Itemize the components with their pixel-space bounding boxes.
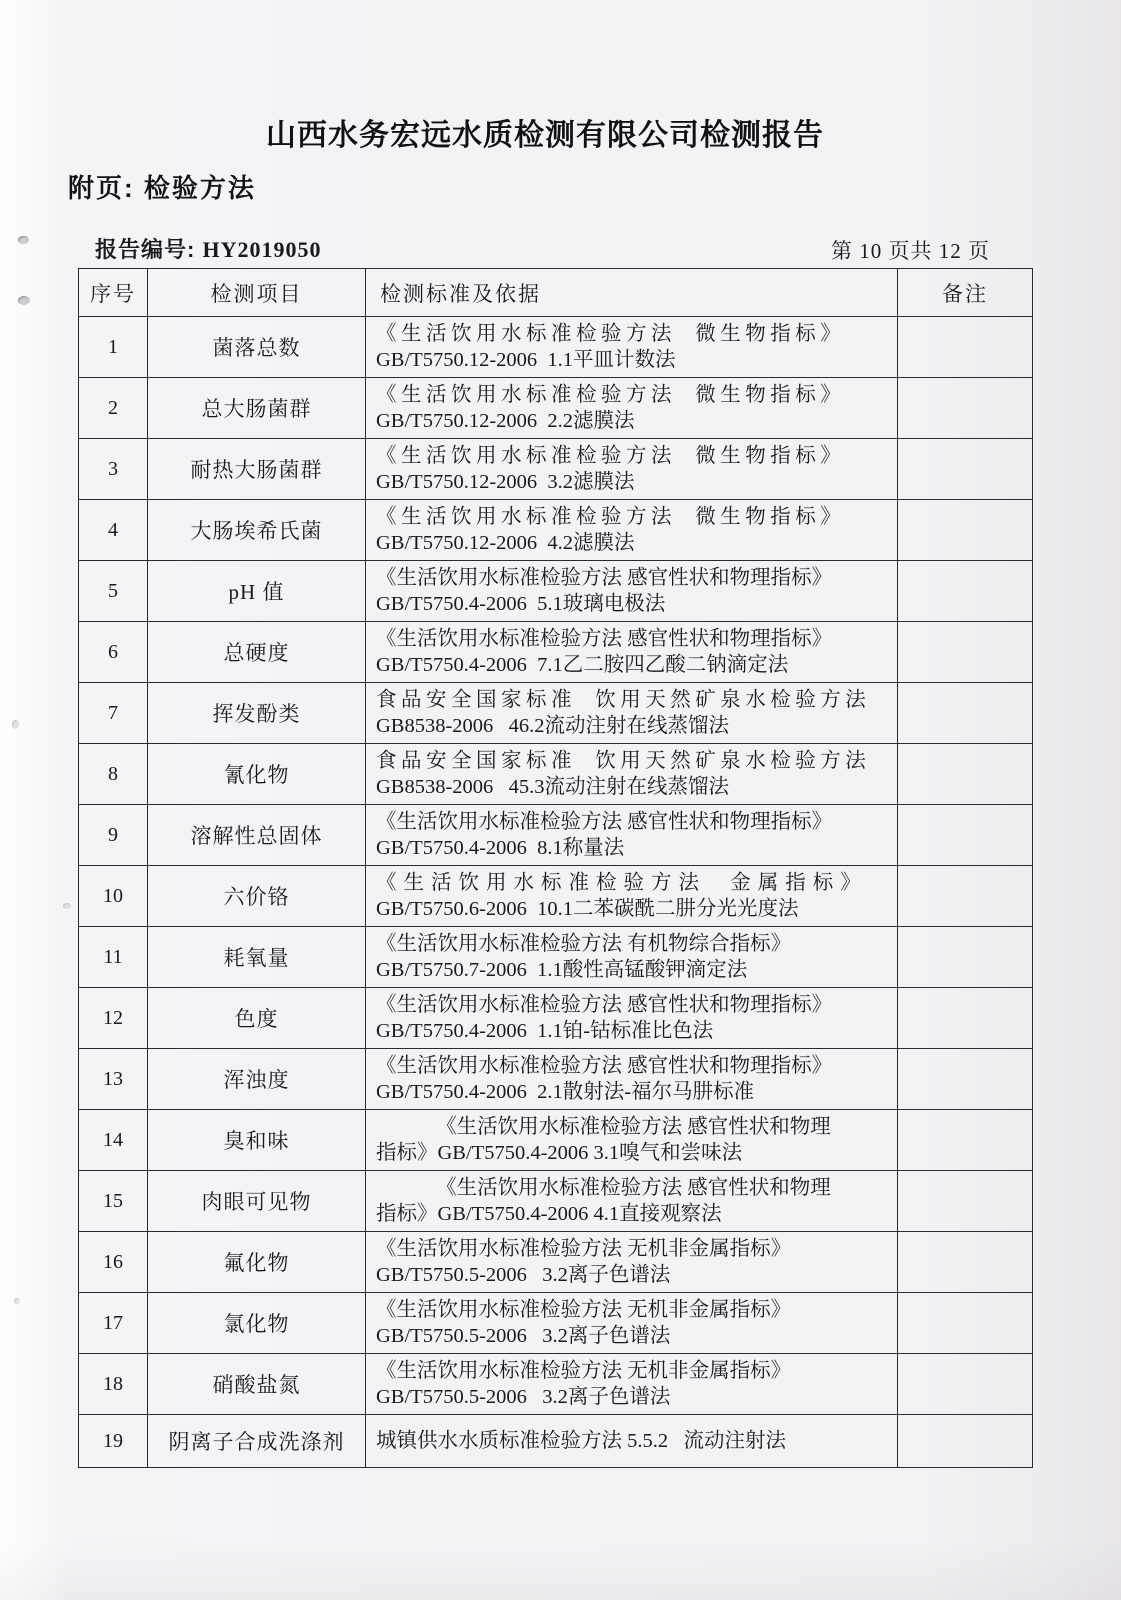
remark-cell xyxy=(898,1049,1033,1110)
standard-line1: 食品安全国家标准 饮用天然矿泉水检验方法 xyxy=(376,689,871,711)
row-number: 3 xyxy=(79,439,148,500)
standard-line2: 指标》GB/T5750.4-2006 3.1嗅气和尝味法 xyxy=(376,1142,743,1164)
remark-cell xyxy=(898,500,1033,561)
standard-method-cell xyxy=(366,988,898,1049)
scan-edge-highlight xyxy=(0,0,62,1600)
standard-line2: GB/T5750.4-2006 1.1铂-钴标准比色法 xyxy=(376,1020,714,1042)
remark-cell xyxy=(898,378,1033,439)
remark-cell xyxy=(898,1110,1033,1171)
standard-line1: 《生活饮用水标准检验方法 无机非金属指标》 xyxy=(376,1360,792,1382)
table-row xyxy=(79,561,1033,622)
table-row xyxy=(79,1415,1033,1468)
test-item: pH 值 xyxy=(148,561,366,622)
standard-line1: 《生活饮用水标准检验方法 无机非金属指标》 xyxy=(376,1299,792,1321)
remark-cell xyxy=(898,1415,1033,1468)
standard-line2: GB/T5750.4-2006 8.1称量法 xyxy=(376,837,625,859)
remark-cell xyxy=(898,866,1033,927)
standard-line2: GB/T5750.12-2006 2.2滤膜法 xyxy=(376,410,635,432)
standard-line1: 《生活饮用水标准检验方法 感官性状和物理指标》 xyxy=(376,811,833,833)
scan-artifact xyxy=(12,720,19,729)
remark-cell xyxy=(898,988,1033,1049)
scan-edge-shadow xyxy=(0,1540,1121,1600)
standard-line1: 《生活饮用水标准检验方法 微生物指标》 xyxy=(376,506,846,528)
test-item: 臭和味 xyxy=(148,1110,366,1171)
row-number: 8 xyxy=(79,744,148,805)
row-number: 1 xyxy=(79,317,148,378)
test-item: 硝酸盐氮 xyxy=(148,1354,366,1415)
table-row xyxy=(79,500,1033,561)
standard-line2: GB/T5750.7-2006 1.1酸性高锰酸钾滴定法 xyxy=(376,959,748,981)
page-indicator: 第 10 页共 12 页 xyxy=(831,239,990,263)
row-number: 18 xyxy=(79,1354,148,1415)
standard-method-cell xyxy=(366,561,898,622)
standard-method-cell xyxy=(366,317,898,378)
row-number: 13 xyxy=(79,1049,148,1110)
column-header-standard: 检测标准及依据 xyxy=(366,269,898,317)
test-item: 菌落总数 xyxy=(148,317,366,378)
standard-line1: 《生活饮用水标准检验方法 感官性状和物理 xyxy=(436,1116,831,1138)
test-item: 氰化物 xyxy=(148,744,366,805)
remark-cell xyxy=(898,1171,1033,1232)
standard-method-cell xyxy=(366,1415,898,1468)
remark-cell xyxy=(898,927,1033,988)
test-item: 总大肠菌群 xyxy=(148,378,366,439)
table-body xyxy=(79,317,1033,1468)
remark-cell xyxy=(898,622,1033,683)
standard-line2: GB/T5750.4-2006 7.1乙二胺四乙酸二钠滴定法 xyxy=(376,654,789,676)
column-header-remark: 备注 xyxy=(898,269,1033,317)
standard-method-cell xyxy=(366,1110,898,1171)
test-item: 总硬度 xyxy=(148,622,366,683)
standard-method-cell xyxy=(366,378,898,439)
standard-line2: GB/T5750.4-2006 2.1散射法-福尔马肼标准 xyxy=(376,1081,755,1103)
standard-line2: GB/T5750.6-2006 10.1二苯碳酰二肼分光光度法 xyxy=(376,898,799,920)
row-number: 2 xyxy=(79,378,148,439)
table-row xyxy=(79,1110,1033,1171)
standard-line2: GB/T5750.5-2006 3.2离子色谱法 xyxy=(376,1325,671,1347)
remark-cell xyxy=(898,1232,1033,1293)
table-row xyxy=(79,378,1033,439)
table-row xyxy=(79,866,1033,927)
remark-cell xyxy=(898,683,1033,744)
standard-line2: GB/T5750.4-2006 5.1玻璃电极法 xyxy=(376,593,666,615)
standard-line1: 《生活饮用水标准检验方法 微生物指标》 xyxy=(376,445,846,467)
standard-method-cell xyxy=(366,622,898,683)
table-row xyxy=(79,805,1033,866)
table-row xyxy=(79,683,1033,744)
row-number: 5 xyxy=(79,561,148,622)
remark-cell xyxy=(898,1293,1033,1354)
remark-cell xyxy=(898,744,1033,805)
scan-artifact xyxy=(18,236,29,244)
remark-cell xyxy=(898,439,1033,500)
table-row xyxy=(79,317,1033,378)
remark-cell xyxy=(898,805,1033,866)
column-header-no: 序号 xyxy=(79,269,148,317)
table-row xyxy=(79,1049,1033,1110)
test-item: 浑浊度 xyxy=(148,1049,366,1110)
test-item: 溶解性总固体 xyxy=(148,805,366,866)
standard-line1: 《生活饮用水标准检验方法 感官性状和物理指标》 xyxy=(376,1055,833,1077)
row-number: 19 xyxy=(79,1415,148,1468)
standard-line2: GB/T5750.12-2006 4.2滤膜法 xyxy=(376,532,635,554)
test-item: 阴离子合成洗涤剂 xyxy=(148,1415,366,1468)
remark-cell xyxy=(898,561,1033,622)
standard-line1: 《生活饮用水标准检验方法 无机非金属指标》 xyxy=(376,1238,792,1260)
test-item: 氯化物 xyxy=(148,1293,366,1354)
test-methods-table xyxy=(78,268,1033,1468)
table-row xyxy=(79,927,1033,988)
table-row xyxy=(79,744,1033,805)
report-number-line xyxy=(95,233,321,264)
table-row xyxy=(79,439,1033,500)
table-row xyxy=(79,1354,1033,1415)
standard-line1: 《生活饮用水标准检验方法 感官性状和物理指标》 xyxy=(376,567,833,589)
remark-cell xyxy=(898,317,1033,378)
report-number-label: 报告编号: xyxy=(95,237,203,262)
test-item: 氟化物 xyxy=(148,1232,366,1293)
column-header-item: 检测项目 xyxy=(148,269,366,317)
standard-method-cell xyxy=(366,1354,898,1415)
standard-method-cell xyxy=(366,1232,898,1293)
test-item: 大肠埃希氏菌 xyxy=(148,500,366,561)
standard-method-cell xyxy=(366,927,898,988)
table-header-row xyxy=(79,269,1033,317)
row-number: 7 xyxy=(79,683,148,744)
test-item: 耗氧量 xyxy=(148,927,366,988)
standard-line1: 食品安全国家标准 饮用天然矿泉水检验方法 xyxy=(376,750,871,772)
standard-line1: 《生活饮用水标准检验方法 感官性状和物理指标》 xyxy=(376,628,833,650)
standard-line2: 指标》GB/T5750.4-2006 4.1直接观察法 xyxy=(376,1203,722,1225)
row-number: 10 xyxy=(79,866,148,927)
table-row xyxy=(79,622,1033,683)
standard-line1: 《生活饮用水标准检验方法 感官性状和物理指标》 xyxy=(376,994,833,1016)
standard-method-cell xyxy=(366,1293,898,1354)
standard-method-cell xyxy=(366,683,898,744)
standard-line2: GB/T5750.5-2006 3.2离子色谱法 xyxy=(376,1264,671,1286)
standard-line1: 城镇供水水质标准检验方法 5.5.2 流动注射法 xyxy=(376,1430,786,1452)
row-number: 6 xyxy=(79,622,148,683)
table-row xyxy=(79,1171,1033,1232)
standard-method-cell xyxy=(366,1049,898,1110)
test-item: 色度 xyxy=(148,988,366,1049)
row-number: 11 xyxy=(79,927,148,988)
standard-method-cell xyxy=(366,439,898,500)
standard-line2: GB8538-2006 45.3流动注射在线蒸馏法 xyxy=(376,776,730,798)
remark-cell xyxy=(898,1354,1033,1415)
standard-method-cell xyxy=(366,866,898,927)
standard-line2: GB/T5750.5-2006 3.2离子色谱法 xyxy=(376,1386,671,1408)
table-row xyxy=(79,988,1033,1049)
standard-line1: 《生活饮用水标准检验方法 感官性状和物理 xyxy=(436,1177,831,1199)
standard-line2: GB/T5750.12-2006 1.1平皿计数法 xyxy=(376,349,676,371)
scan-artifact xyxy=(18,296,30,305)
standard-line2: GB8538-2006 46.2流动注射在线蒸馏法 xyxy=(376,715,730,737)
standard-method-cell xyxy=(366,805,898,866)
row-number: 4 xyxy=(79,500,148,561)
standard-method-cell xyxy=(366,1171,898,1232)
row-number: 14 xyxy=(79,1110,148,1171)
table-row xyxy=(79,1232,1033,1293)
report-title: 山西水务宏远水质检测有限公司检测报告 xyxy=(266,119,824,152)
standard-method-cell xyxy=(366,744,898,805)
test-item: 耐热大肠菌群 xyxy=(148,439,366,500)
report-number-value: HY2019050 xyxy=(202,237,322,262)
row-number: 17 xyxy=(79,1293,148,1354)
appendix-heading: 附页: 检验方法 xyxy=(68,173,256,203)
test-item: 六价铬 xyxy=(148,866,366,927)
standard-line1: 《生活饮用水标准检验方法 金属指标》 xyxy=(376,872,868,894)
scan-artifact xyxy=(63,903,71,909)
row-number: 9 xyxy=(79,805,148,866)
standard-line2: GB/T5750.12-2006 3.2滤膜法 xyxy=(376,471,635,493)
row-number: 16 xyxy=(79,1232,148,1293)
table-row xyxy=(79,1293,1033,1354)
test-item: 肉眼可见物 xyxy=(148,1171,366,1232)
scan-artifact xyxy=(14,1298,20,1304)
test-item: 挥发酚类 xyxy=(148,683,366,744)
standard-line1: 《生活饮用水标准检验方法 有机物综合指标》 xyxy=(376,933,792,955)
row-number: 12 xyxy=(79,988,148,1049)
row-number: 15 xyxy=(79,1171,148,1232)
standard-line1: 《生活饮用水标准检验方法 微生物指标》 xyxy=(376,384,846,406)
standard-line1: 《生活饮用水标准检验方法 微生物指标》 xyxy=(376,323,846,345)
standard-method-cell xyxy=(366,500,898,561)
